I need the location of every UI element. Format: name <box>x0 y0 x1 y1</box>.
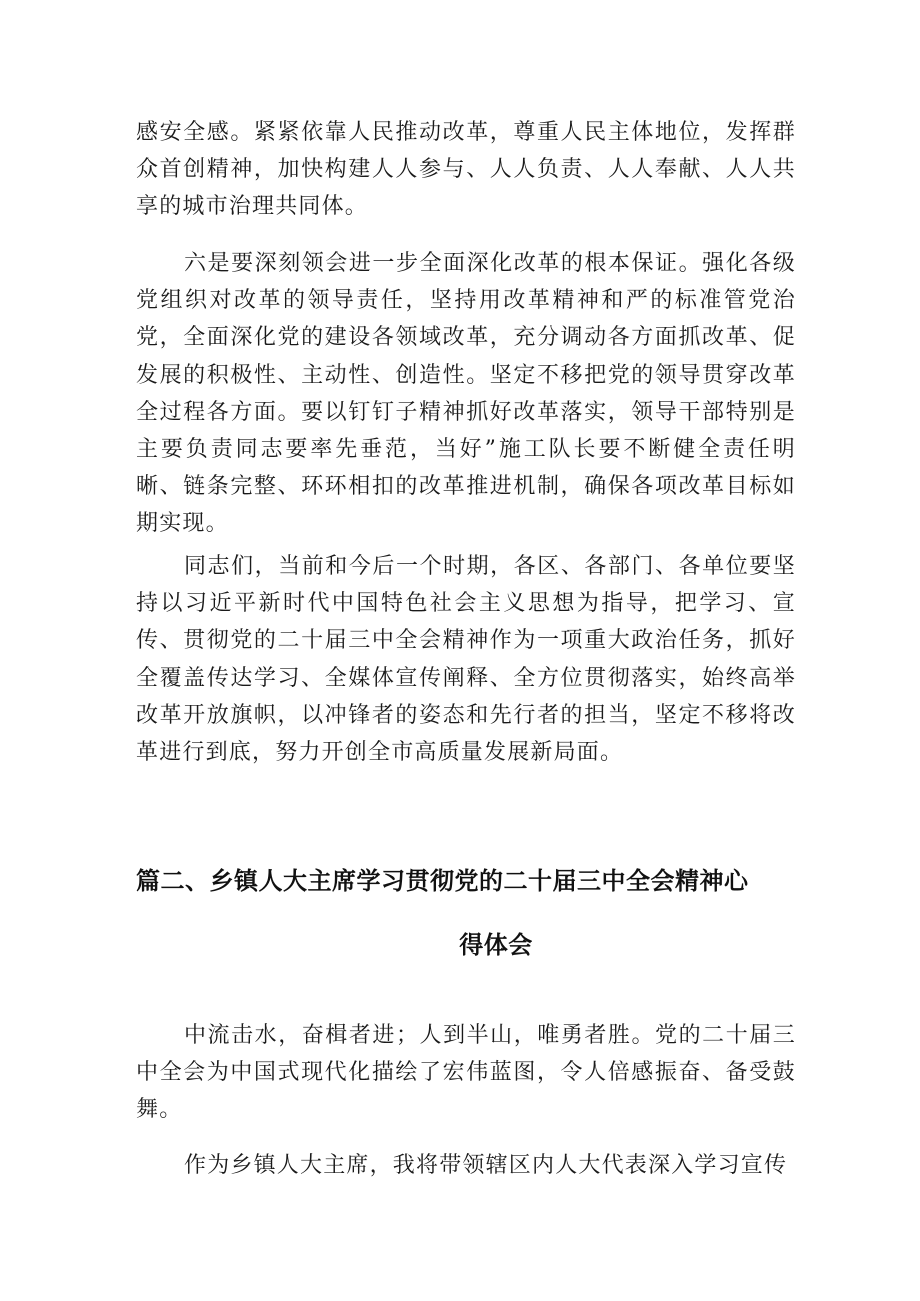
body-paragraph: 同志们，当前和今后一个时期，各区、各部门、各单位要坚持以习近平新时代中国特色社会主义思想为指导，把学习、宣传、贯彻党的二十届三中全会精神作为一项重大政治任务，抓好全覆盖传达学习、全媒体宣传阐释、全方位贯彻落实，始终高举改革开放旗帜，以冲锋者的姿态和先行者的担当，坚定不移将改革进行到底，努力开创全市高质量发展新局面。 <box>136 554 796 766</box>
body-paragraph: 六是要深刻领会进一步全面深化改革的根本保证。强化各级党组织对改革的领导责任，坚持用改革精神和严的标准管党治党，全面深化党的建设各领域改革，充分调动各方面抓改革、促发展的积极性、主动性、创造性。坚定不移把党的领导贯穿改革全过程各方面。要以钉钉子精神抓好改革落实，领导干部特别是主要负责同志要率先垂范，当好”施工队长要不断健全责任明晰、链条完整、环环相扣的改革推进机制，确保各项改革目标如期实现。 <box>136 251 796 537</box>
section-heading-continued: 得体会 <box>459 931 533 959</box>
body-paragraph: 中流击水，奋楫者进；人到半山，唯勇者胜。党的二十届三中全会为中国式现代化描绘了宏伟蓝图，令人倍感振奋、备受鼓舞。 <box>136 1023 796 1123</box>
body-paragraph: 作为乡镇人大主席，我将带领辖区内人大代表深入学习宣传 <box>184 1153 788 1178</box>
body-paragraph: 感安全感。紧紧依靠人民推动改革，尊重人民主体地位，发挥群众首创精神，加快构建人人参与、人人负责、人人奉献、人人共享的城市治理共同体。 <box>136 120 796 220</box>
section-heading: 篇二、乡镇人大主席学习贯彻党的二十届三中全会精神心 <box>136 867 749 895</box>
